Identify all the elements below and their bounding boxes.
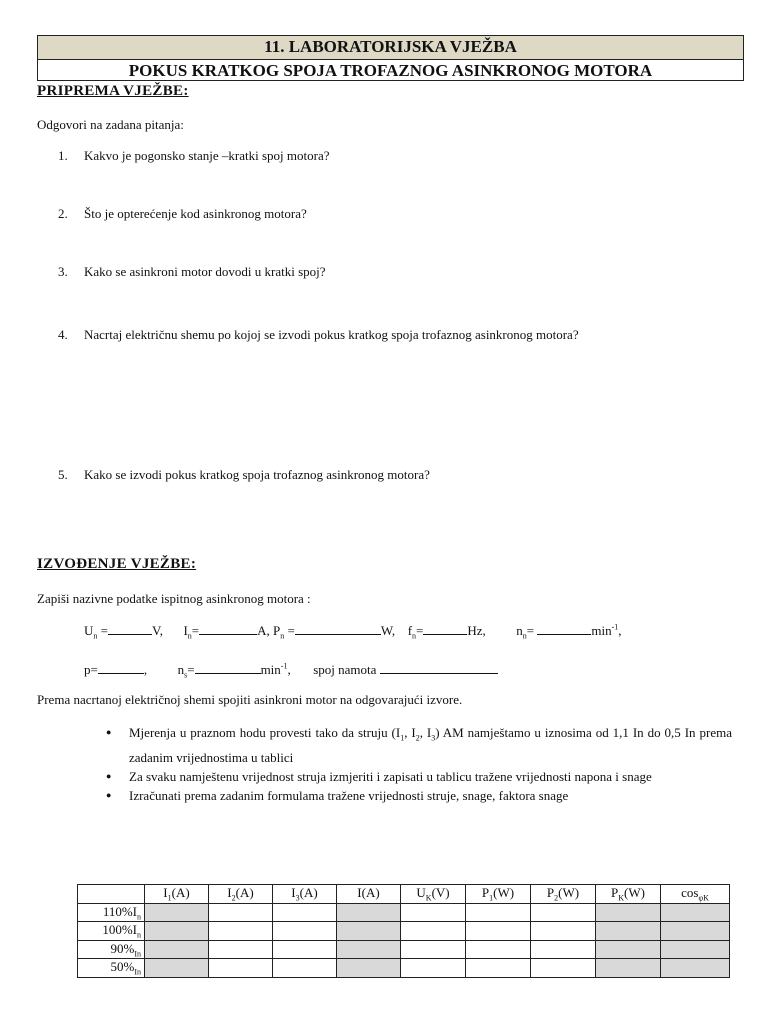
table-cell[interactable] — [531, 940, 596, 959]
table-cell[interactable] — [337, 959, 401, 978]
table-cell[interactable] — [661, 959, 730, 978]
in-field[interactable] — [199, 622, 257, 635]
table-cell[interactable] — [596, 903, 661, 922]
pn-field[interactable] — [295, 622, 381, 635]
table-cell[interactable] — [337, 940, 401, 959]
spoj-namota-label: spoj namota — [313, 662, 377, 677]
fn-label: $f_n=$ — [407, 623, 424, 641]
column-header: $\cos_{\varphi K}$ — [661, 885, 730, 904]
table-cell[interactable] — [466, 922, 531, 941]
table-cell[interactable] — [596, 940, 661, 959]
question-number: 5. — [58, 467, 68, 482]
table-cell[interactable] — [466, 903, 531, 922]
priprema-intro: Odgovori na zadana pitanja: — [37, 117, 184, 132]
table-cell[interactable] — [401, 903, 466, 922]
table-cell[interactable] — [531, 903, 596, 922]
measurement-table — [77, 884, 730, 978]
table-cell[interactable] — [401, 940, 466, 959]
question-number: 2. — [58, 206, 68, 221]
procedure-item: ● Mjerenja u praznom hodu provesti tako da struju ($I_1$, $I_2$, $I_3$) AM namještamo u iznosima od 1,1 In do 0,5 In prema zadanim vrijednostima u tablici — [106, 723, 732, 767]
priprema-heading: PRIPREMA VJEŽBE: — [37, 83, 189, 99]
table-cell[interactable] — [209, 922, 273, 941]
fn-unit: Hz, — [467, 623, 486, 638]
instruction: Prema nacrtanoj električnoj shemi spojiti asinkroni motor na odgovarajući izvore. — [37, 692, 463, 707]
spoj-namota-field[interactable] — [380, 661, 498, 674]
table-cell[interactable] — [273, 940, 337, 959]
column-header: $P_K(W)$ — [596, 885, 661, 904]
table-cell[interactable] — [531, 959, 596, 978]
question-number: 4. — [58, 327, 68, 342]
table-row — [78, 922, 730, 941]
in-unit: A, — [257, 623, 270, 638]
lab-title: 11. LABORATORIJSKA VJEŽBA — [38, 36, 743, 60]
ns-label: $n_s=$ — [177, 662, 195, 680]
fn-field[interactable] — [423, 622, 467, 635]
table-cell[interactable] — [401, 922, 466, 941]
table-cell[interactable] — [145, 959, 209, 978]
table-cell[interactable] — [273, 903, 337, 922]
table-cell[interactable] — [661, 922, 730, 941]
nn-field[interactable] — [537, 622, 591, 635]
izvodjenje-intro: Zapiši nazivne podatke ispitnog asinkronog motora : — [37, 591, 311, 606]
question-text: Kako se asinkroni motor dovodi u kratki spoj? — [84, 264, 326, 279]
procedure-item: ● Za svaku namještenu vrijednost struja izmjeriti i zapisati u tablicu tražene vrijednosti napona i snage — [106, 767, 732, 786]
question-text: Nacrtaj električnu shemu po kojoj se izvodi pokus kratkog spoja trofaznog asinkronog motora? — [84, 327, 579, 342]
table-cell[interactable] — [209, 959, 273, 978]
rated-data-line-2 — [84, 661, 498, 680]
table-cell[interactable] — [596, 922, 661, 941]
table-cell[interactable] — [337, 903, 401, 922]
un-unit: V, — [151, 623, 163, 638]
p-tail: , — [143, 662, 148, 677]
table-cell[interactable] — [273, 959, 337, 978]
ns-unit: $\min^{-1}$, — [260, 661, 291, 677]
un-field[interactable] — [108, 622, 152, 635]
row-header: $90\%_{In}$ — [78, 940, 145, 959]
table-row — [78, 959, 730, 978]
table-cell[interactable] — [531, 922, 596, 941]
nn-label: $n_n=$ — [516, 623, 538, 641]
question-text: Što je opterećenje kod asinkronog motora? — [84, 206, 307, 221]
table-cell[interactable] — [466, 940, 531, 959]
question-text: Kakvo je pogonsko stanje –kratki spoj motora? — [84, 148, 330, 163]
column-header: $I_1(A)$ — [145, 885, 209, 904]
question-text: Kako se izvodi pokus kratkog spoja trofaznog asinkronog motora? — [84, 467, 430, 482]
nn-unit: $\min^{-1}$, — [591, 622, 622, 638]
column-header: $P_1(W)$ — [466, 885, 531, 904]
p-label: p= — [84, 662, 98, 677]
column-header: $I_2(A)$ — [209, 885, 273, 904]
procedure-list — [106, 723, 732, 805]
column-header: I(A) — [337, 885, 401, 904]
p-field[interactable] — [98, 661, 144, 674]
pn-label: $P_n$ = — [273, 623, 295, 641]
table-cell[interactable] — [273, 922, 337, 941]
table-cell[interactable] — [661, 940, 730, 959]
un-label: $U_n$ = — [84, 623, 108, 641]
pn-unit: W, — [380, 623, 396, 638]
table-cell[interactable] — [209, 903, 273, 922]
title-box — [37, 35, 744, 81]
corner-cell — [78, 885, 145, 904]
table-row — [78, 940, 730, 959]
experiment-title: POKUS KRATKOG SPOJA TROFAZNOG ASINKRONOG MOTORA — [128, 61, 653, 80]
table-cell[interactable] — [337, 922, 401, 941]
table-cell[interactable] — [145, 903, 209, 922]
table-cell[interactable] — [145, 940, 209, 959]
table-cell[interactable] — [209, 940, 273, 959]
row-header: $50\%_{In}$ — [78, 959, 145, 978]
column-header: $P_2(W)$ — [531, 885, 596, 904]
row-header: $100\%I_n$ — [78, 922, 145, 941]
procedure-item: ● Izračunati prema zadanim formulama tražene vrijednosti struje, snage, faktora snage — [106, 786, 732, 805]
column-header: $U_K(V)$ — [401, 885, 466, 904]
izvodjenje-heading: IZVOĐENJE VJEŽBE: — [37, 556, 197, 572]
in-label: $I_n=$ — [183, 623, 200, 641]
column-header: $I_3(A)$ — [273, 885, 337, 904]
rated-data-line-1 — [84, 622, 622, 641]
table-row — [78, 903, 730, 922]
table-cell[interactable] — [466, 959, 531, 978]
table-cell[interactable] — [661, 903, 730, 922]
table-header-row — [78, 885, 730, 904]
row-header: $110\%I_n$ — [78, 903, 145, 922]
ns-field[interactable] — [195, 661, 261, 674]
table-cell[interactable] — [596, 959, 661, 978]
table-cell[interactable] — [401, 959, 466, 978]
question-number: 3. — [58, 264, 68, 279]
question-number: 1. — [58, 148, 68, 163]
table-cell[interactable] — [145, 922, 209, 941]
